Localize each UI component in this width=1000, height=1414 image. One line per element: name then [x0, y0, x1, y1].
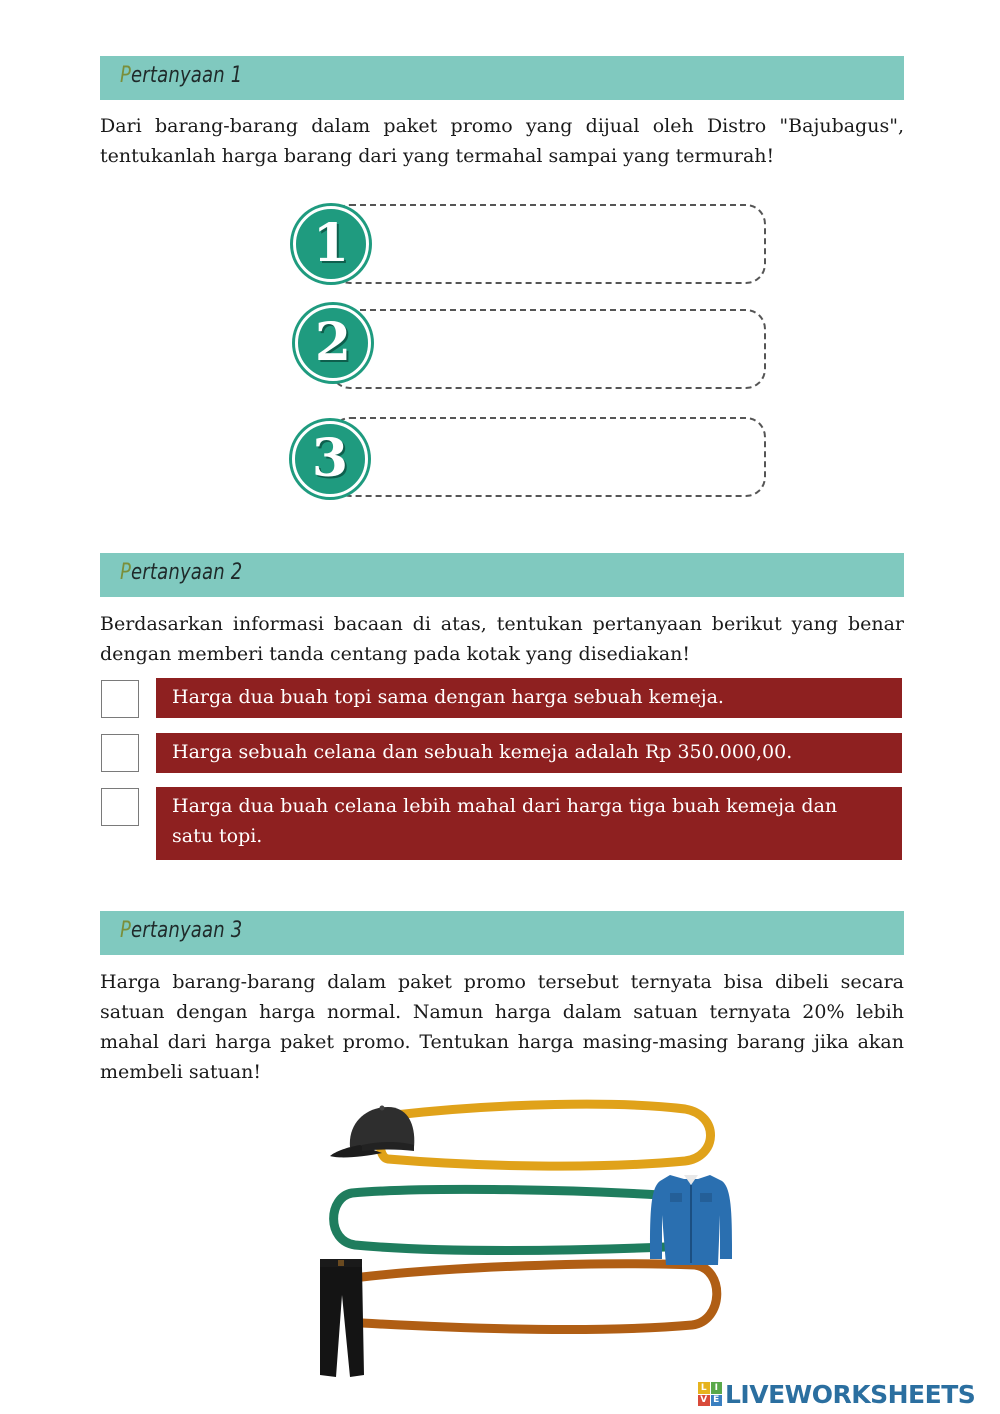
liveworksheets-logo-icon: L I V E — [698, 1382, 722, 1406]
cap-icon — [330, 1106, 414, 1158]
shirt-answer-loop — [334, 1189, 665, 1250]
q2-title: Pertanyaan 2 — [120, 560, 243, 585]
liveworksheets-watermark: L I V E LIVEWORKSHEETS — [698, 1380, 975, 1408]
q3-header — [100, 911, 904, 955]
answer-field-1[interactable] — [330, 204, 766, 284]
trousers-icon — [320, 1259, 364, 1377]
q3-illustration — [300, 1095, 740, 1385]
number-badge-2: 2 — [295, 305, 371, 381]
checkbox-2[interactable] — [101, 734, 139, 772]
answer-field-2[interactable] — [330, 309, 766, 389]
q3-text: Harga barang-barang dalam paket promo tersebut ternyata bisa dibeli secara satuan dengan harga normal. Namun harga dalam satuan ternyata 20% lebih mahal dari harga paket promo. Tentukan harga masing-masing barang jika akan membeli satuan! — [100, 971, 904, 1083]
q2-text: Berdasarkan informasi bacaan di atas, tentukan pertanyaan berikut yang benar dengan memberi tanda centang pada kotak yang disediakan! — [100, 613, 904, 665]
answer-field-3[interactable] — [330, 417, 766, 497]
checkbox-1[interactable] — [101, 680, 139, 718]
trousers-answer-loop — [362, 1264, 717, 1330]
q1-title: Pertanyaan 1 — [120, 63, 243, 88]
number-badge-3: 3 — [292, 421, 368, 497]
q3-title: Pertanyaan 3 — [120, 918, 243, 943]
q1-text: Dari barang-barang dalam paket promo yang dijual oleh Distro "Bajubagus", tentukanlah harga barang dari yang termahal sampai yang termurah! — [100, 115, 904, 167]
q1-header — [100, 56, 904, 100]
statement-1: Harga dua buah topi sama dengan harga sebuah kemeja. — [156, 678, 902, 718]
q2-header — [100, 553, 904, 597]
statement-2: Harga sebuah celana dan sebuah kemeja adalah Rp 350.000,00. — [156, 733, 902, 773]
statement-3: Harga dua buah celana lebih mahal dari harga tiga buah kemeja dan satu topi. — [156, 787, 902, 860]
checkbox-3[interactable] — [101, 788, 139, 826]
number-badge-1: 1 — [293, 206, 369, 282]
cap-answer-loop — [380, 1104, 711, 1166]
